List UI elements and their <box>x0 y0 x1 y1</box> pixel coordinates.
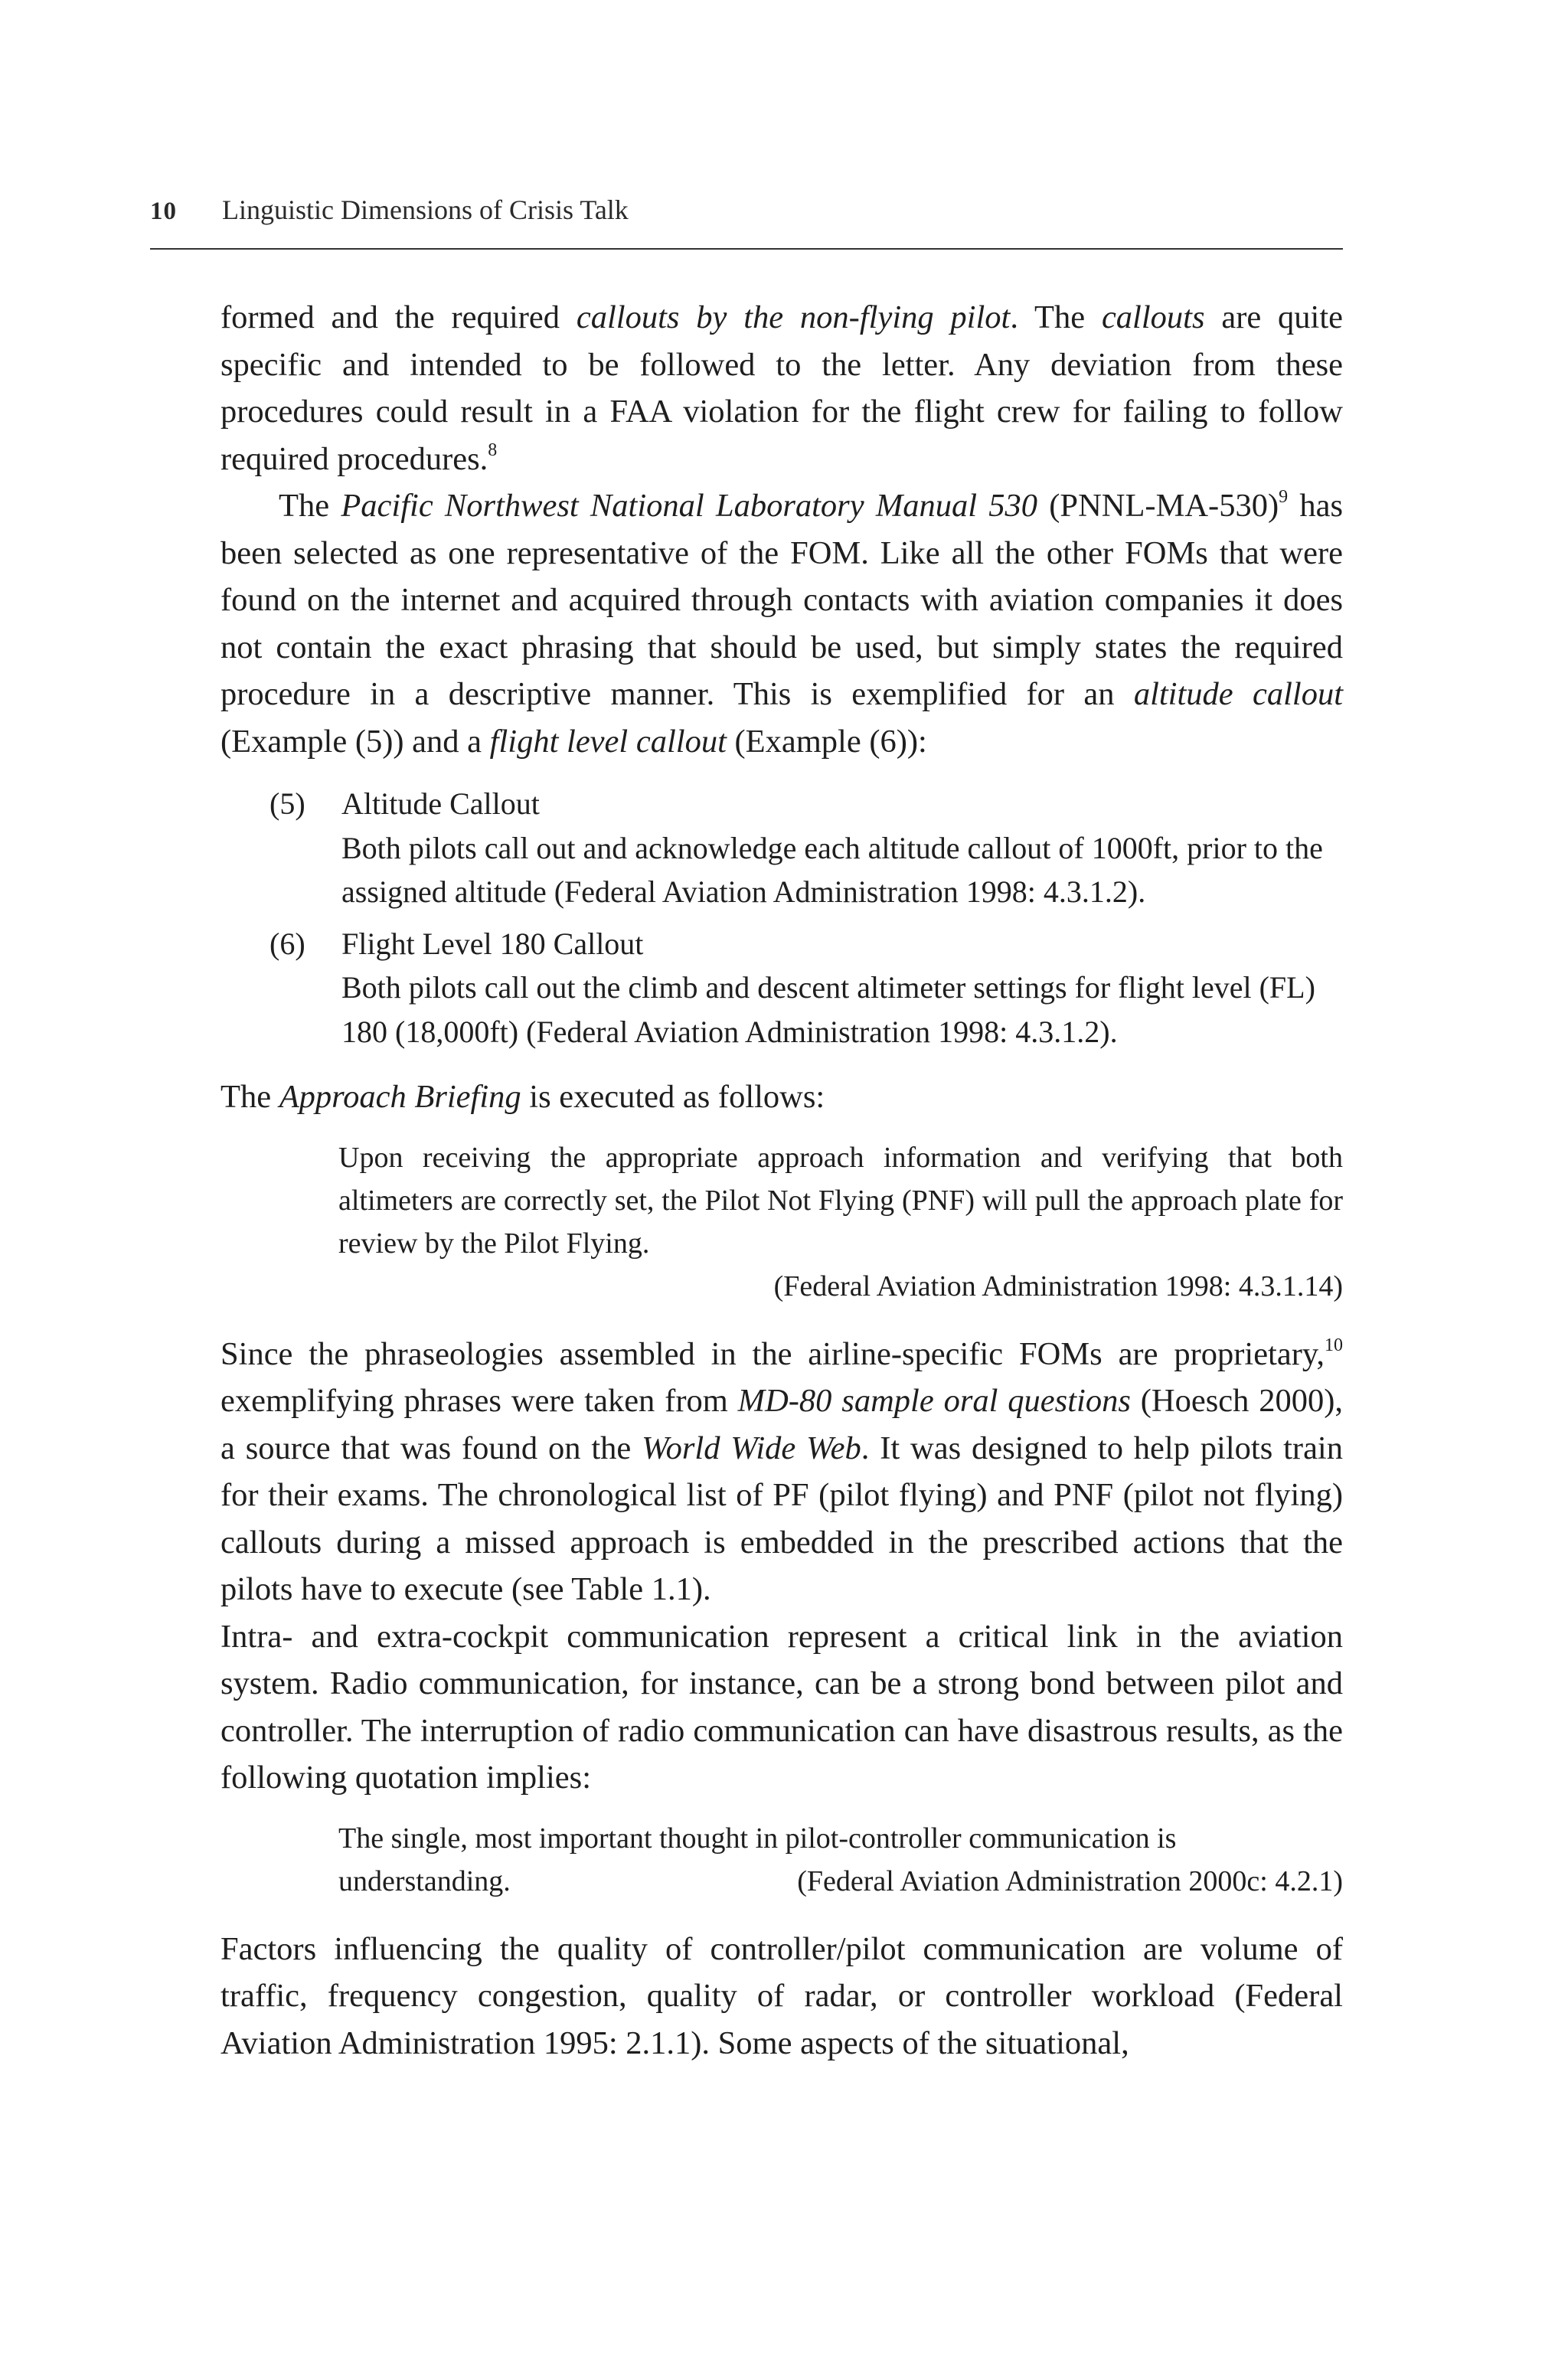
footnote-marker: 8 <box>488 440 498 460</box>
paragraph-5: Intra- and extra-cockpit communication represent a critical link in the aviation system. Radio communication, for instance, can be a strong bond between pilot and controller. The interruption of radio communication can have disastrous results, as the following quotation implies: <box>220 1618 1343 1796</box>
book-title: Linguistic Dimensions of Crisis Talk <box>222 194 629 225</box>
example-item <box>220 782 1343 914</box>
example-number: (5) <box>270 786 305 821</box>
example-title: Altitude Callout <box>341 786 540 821</box>
quote-text: The single, most important thought in pilot-controller communication is <box>338 1822 1177 1855</box>
examples-list <box>220 782 1343 1054</box>
paragraph-1: formed and the required callouts by the non-flying pilot. The callouts are quite specific and intended to be followed to the letter. Any deviation from these procedures could result in a FAA violation for the flight crew for failing to follow required procedures.$^8$ <box>220 299 1344 477</box>
quote-text-end: understanding. <box>338 1864 511 1897</box>
quote-citation: (Federal Aviation Administration 2000c: 4.2.1) <box>797 1864 1343 1897</box>
paragraph-6: Factors influencing the quality of controller/pilot communication are volume of traffic, frequency congestion, quality of radar, or controller workload (Federal Aviation Administration 1995: 2.1.1). Some aspects of the situational, <box>220 1930 1343 2061</box>
example-number: (6) <box>270 926 305 961</box>
running-head <box>150 194 1343 250</box>
paragraph-3: The Approach Briefing is executed as follows: <box>220 1079 825 1115</box>
example-text: Both pilots call out and acknowledge each altitude callout of 1000ft, prior to the assigned altitude (Federal Aviation Administration 1998: 4.3.1.2). <box>341 830 1323 909</box>
footnote-marker: 10 <box>1325 1335 1343 1355</box>
quote-last-line <box>338 1860 1343 1903</box>
example-text: Both pilots call out the climb and descent altimeter settings for flight level (FL) 180 (18,000ft) (Federal Aviation Administration 1998: 4.3.1.2). <box>341 970 1315 1049</box>
quote-citation: (Federal Aviation Administration 1998: 4.3.1.14) <box>773 1270 1343 1302</box>
page-number: 10 <box>150 198 177 225</box>
block-quote-2 <box>338 1817 1343 1903</box>
footnote-marker: 9 <box>1279 487 1289 507</box>
body-text <box>220 294 1343 2067</box>
block-quote-1 <box>338 1136 1343 1308</box>
paragraph-2: The Pacific Northwest National Laboratory Manual 530 (PNNL-MA-530)$^9$ has been selected as one representative of the FOM. Like all the other FOMs that were found on the internet and acquired through contacts with aviation companies it does not contain the exact phrasing that should be used, but simply states the required procedure in a descriptive manner. This is exemplified for an altitude callout (Example (5)) and a flight level callout (Example (6)): <box>220 487 1344 760</box>
quote-text: Upon receiving the appropriate approach information and verifying that both altimeters are correctly set, the Pilot Not Flying (PNF) will pull the approach plate for review by the Pilot Flying. <box>338 1141 1343 1260</box>
paragraph-4: Since the phraseologies assembled in the airline-specific FOMs are proprietary,$^{10}$ exemplifying phrases were taken from MD-80 sample oral questions (Hoesch 2000), a source that was found on the World Wide Web. It was designed to help pilots train for their exams. The chronological list of PF (pilot flying) and PNF (pilot not flying) callouts during a missed approach is embedded in the prescribed actions that the pilots have to execute (see Table 1.1). <box>220 1335 1343 1607</box>
example-item <box>220 922 1343 1054</box>
example-title: Flight Level 180 Callout <box>341 926 644 961</box>
